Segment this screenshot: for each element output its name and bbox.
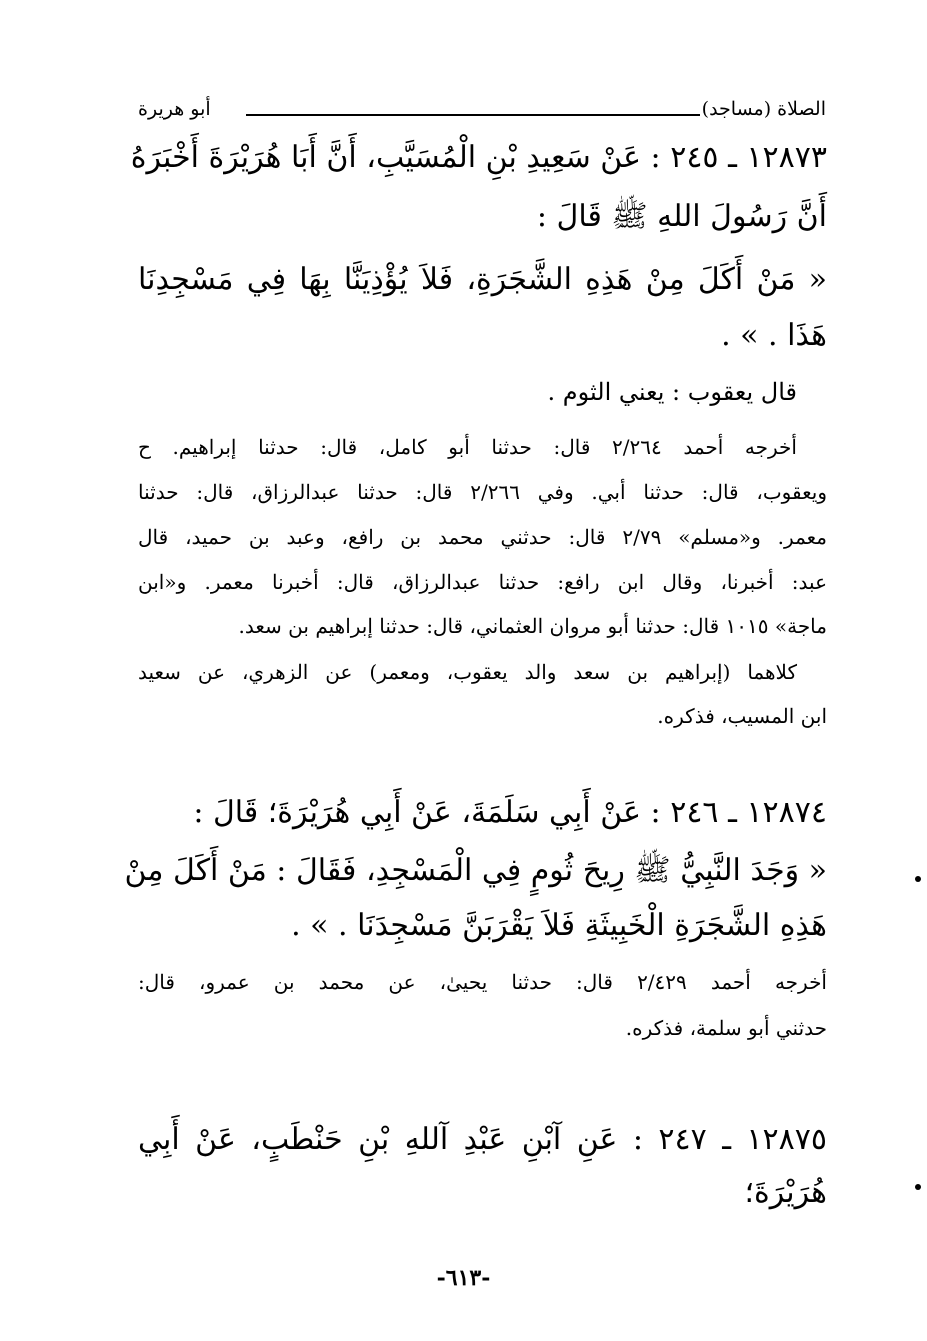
- takhrij-12873-line-1: أخرجه أحمد ٢/٢٦٤ قال: حدثنا أبو كامل، قال: حدثنا إبراهيم. ح: [138, 435, 797, 459]
- narrator-title: أبو هريرة: [138, 98, 211, 120]
- hadith-12875-line-1: ١٢٨٧٥ ـ ٢٤٧ : عَنِ آبْنِ عَبْدِ آللهِ بْنِ حَنْطَبٍ، عَنْ أَبِي: [138, 1122, 827, 1157]
- hadith-12873-line-4: هَذَا . » .: [721, 318, 827, 353]
- hadith-12874-line-1: ١٢٨٧٤ ـ ٢٤٦ : عَنْ أَبِي سَلَمَةَ، عَنْ أَبِي هُرَيْرَةَ؛ قَالَ :: [193, 795, 827, 830]
- hadith-12873-note: قال يعقوب : يعني الثوم .: [547, 378, 797, 406]
- header-rule: [246, 114, 700, 116]
- hadith-12874-line-2: « وَجَدَ النَّبِيُّ ﷺ رِيحَ ثُومٍ فِي الْمَسْجِدِ، فَقَالَ : مَنْ أَكَلَ مِنْ: [124, 853, 827, 888]
- takhrij-12873-line-5: ماجة» ١٠١٥ قال: حدثنا أبو مروان العثماني، قال: حدثنا إبراهيم بن سعد.: [238, 614, 827, 638]
- hadith-12875-line-2: هُرَيْرَةَ؛: [744, 1175, 827, 1210]
- chapter-title: الصلاة (مساجد): [701, 98, 826, 120]
- hadith-12873-line-3: « مَنْ أَكَلَ مِنْ هَذِهِ الشَّجَرَةِ، فَلاَ يُؤْذِيَنَّا بِهَا فِي مَسْجِدِنَا: [138, 262, 827, 297]
- takhrij-12874-line-1: أخرجه أحمد ٢/٤٢٩ قال: حدثنا يحيىٰ، عن محمد بن عمرو، قال:: [138, 970, 827, 994]
- margin-dot: [915, 876, 921, 882]
- page-number: -٦١٣-: [436, 1265, 491, 1291]
- takhrij-12873-line-6: كلاهما (إبراهيم بن سعد والد يعقوب، ومعمر) عن الزهري، عن سعيد: [138, 660, 797, 684]
- takhrij-12873-line-7: ابن المسيب، فذكره.: [657, 704, 827, 728]
- takhrij-12873-line-2: ويعقوب، قال: حدثنا أبي. وفي ٢/٢٦٦ قال: حدثنا عبدالرزاق، قال: حدثنا: [138, 480, 827, 504]
- hadith-12874-line-3: هَذِهِ الشَّجَرَةِ الْخَبِيثَةِ فَلاَ يَقْرَبَنَّ مَسْجِدَنَا . » .: [291, 908, 827, 943]
- hadith-12873-line-2: أَنَّ رَسُولَ اللهِ ﷺ قَالَ :: [536, 199, 827, 234]
- takhrij-12873-line-3: معمر. و«مسلم» ٢/٧٩ قال: حدثني محمد بن رافع، وعبد بن حميد، قال: [138, 525, 828, 549]
- takhrij-12873-line-4: عبد: أخبرنا، وقال ابن رافع: حدثنا عبدالرزاق، قال: أخبرنا معمر. و«ابن: [138, 570, 827, 594]
- hadith-12873-line-1: ١٢٨٧٣ ـ ٢٤٥ : عَنْ سَعِيدِ بْنِ الْمُسَيَّبِ، أَنَّ أَبَا هُرَيْرَةَ أَخْبَرَهُ: [130, 140, 827, 175]
- takhrij-12874-line-2: حدثني أبو سلمة، فذكره.: [625, 1016, 827, 1040]
- running-header: [138, 98, 826, 128]
- margin-dot: [915, 1184, 921, 1190]
